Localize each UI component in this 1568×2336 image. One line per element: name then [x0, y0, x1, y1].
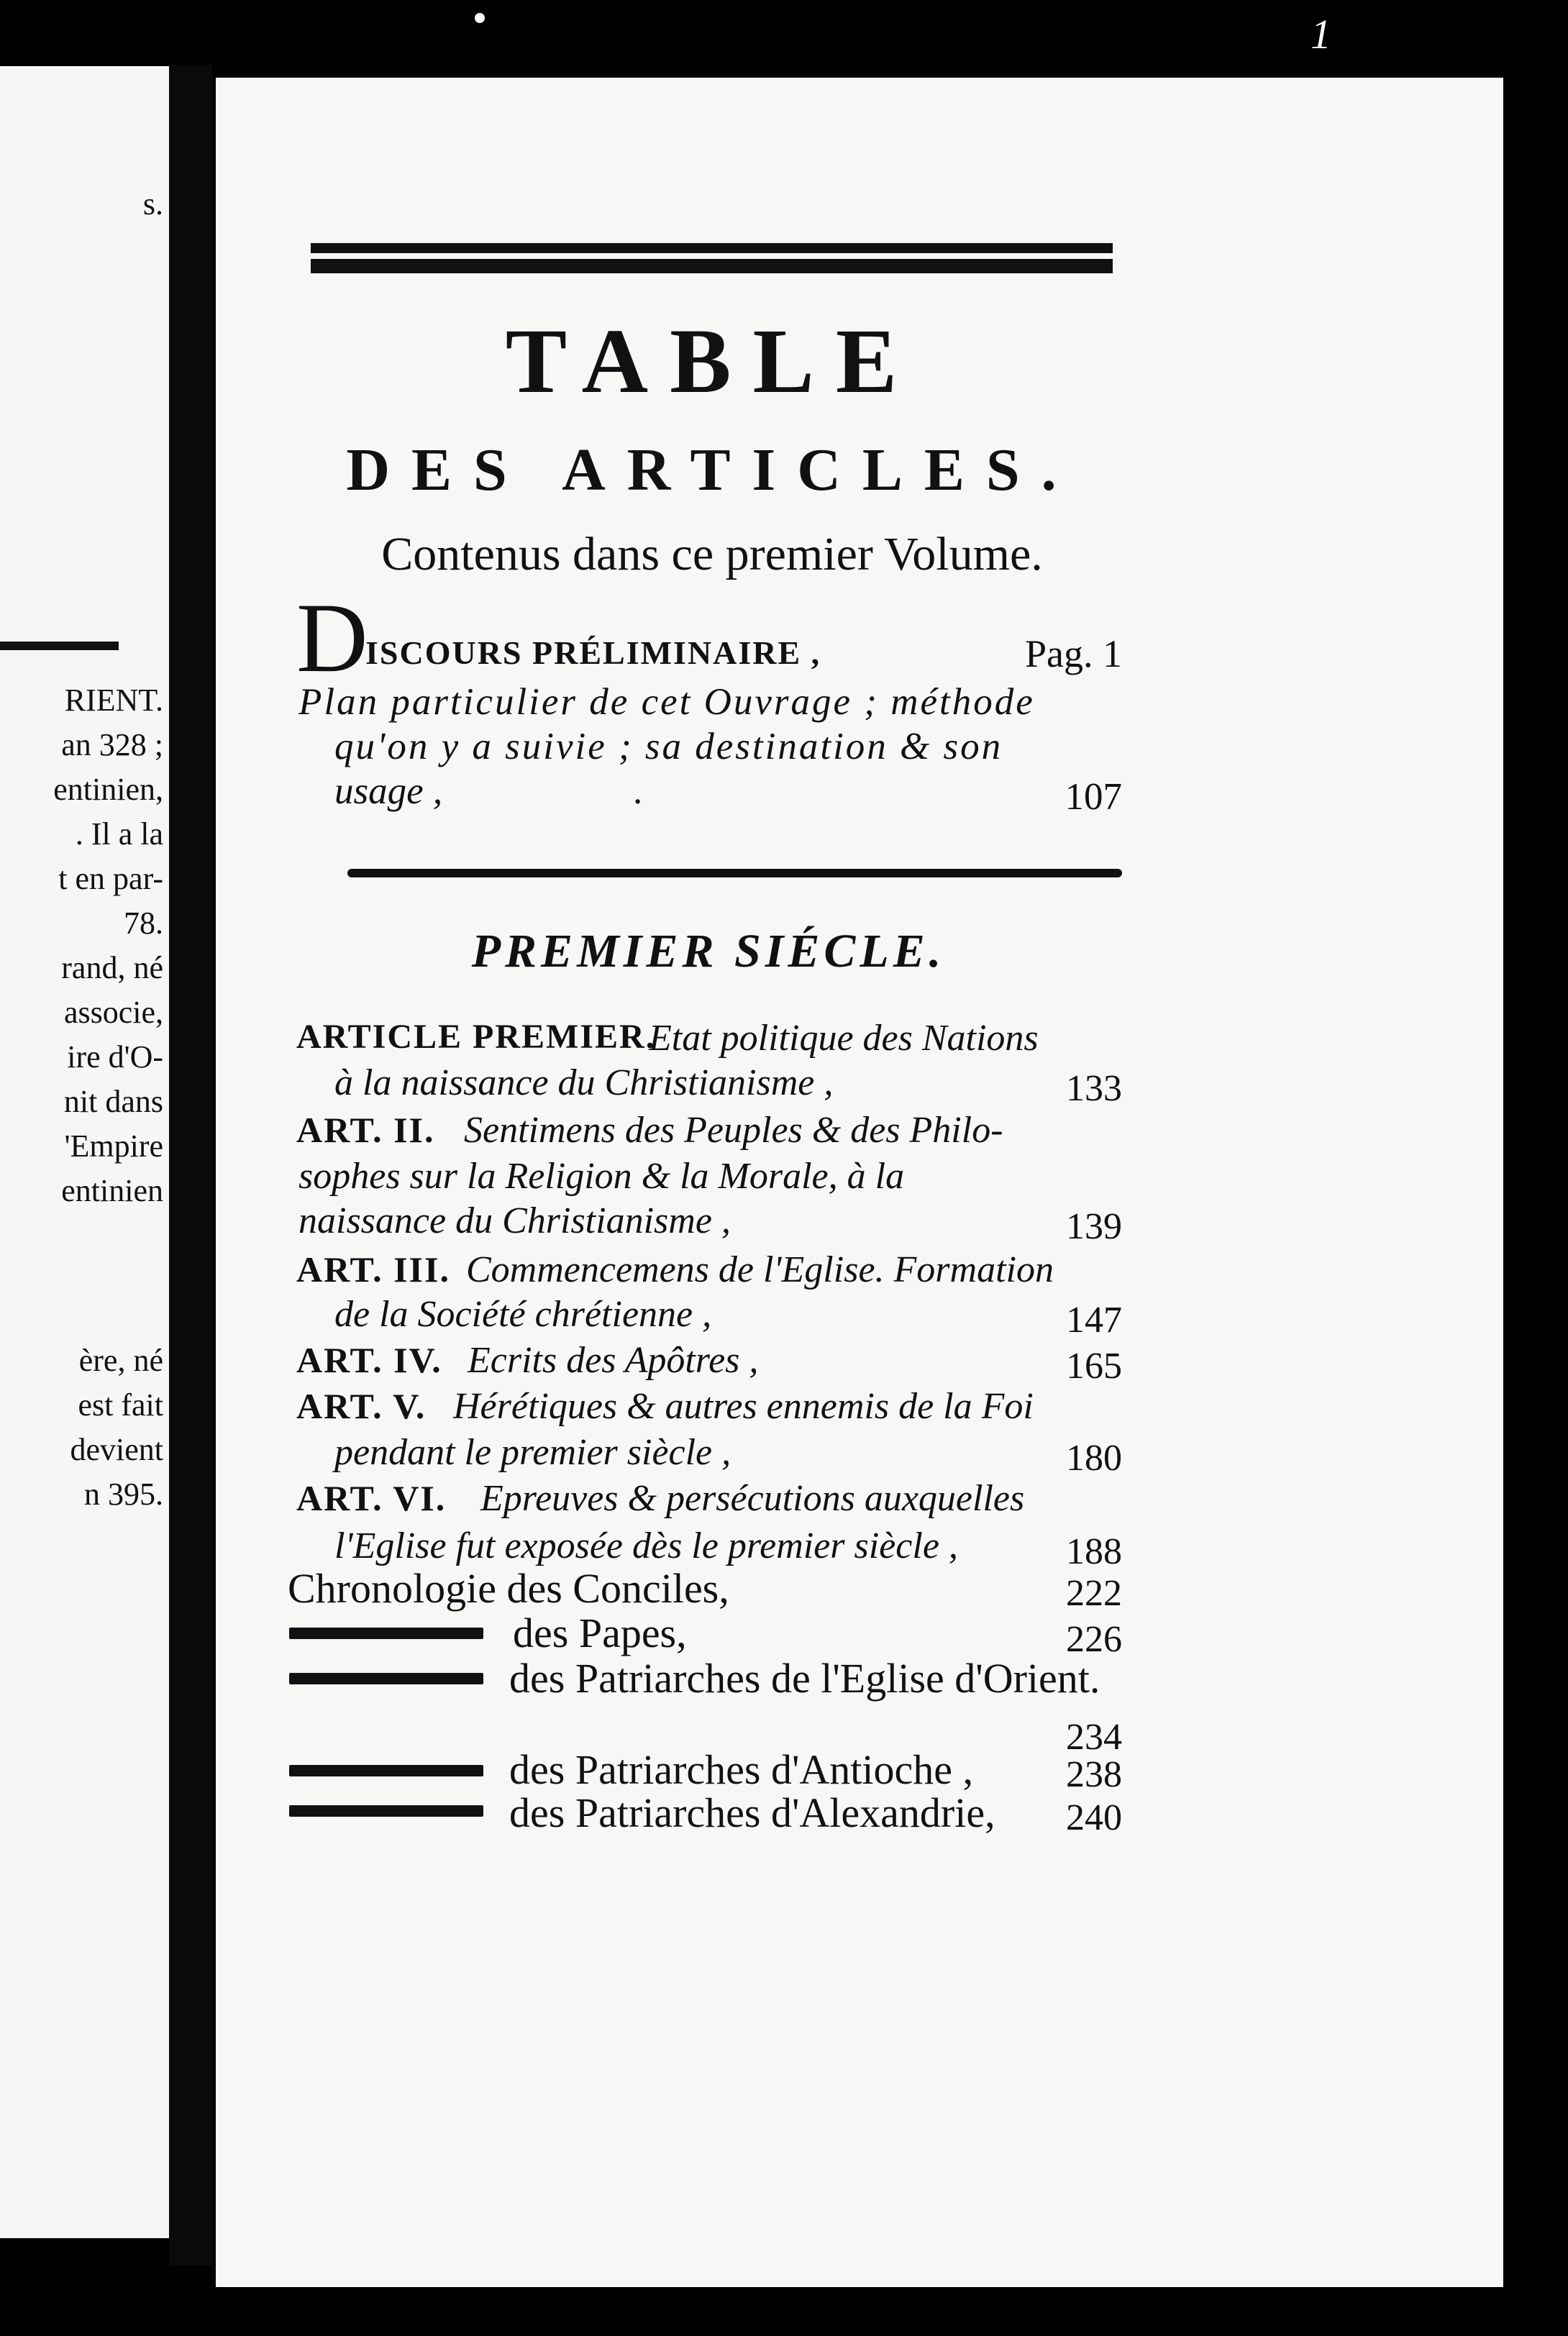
article-page: 133 — [1066, 1068, 1122, 1109]
chronology-entry: Chronologie des Conciles, — [288, 1565, 729, 1612]
chronology-entry: des Patriarches d'Alexandrie, — [509, 1789, 995, 1836]
chronology-page: 238 — [1066, 1754, 1122, 1795]
ditto-rule — [289, 1628, 483, 1639]
left-fragment: est fait — [78, 1387, 163, 1423]
article-text: pendant le premier siècle , — [334, 1432, 731, 1473]
page-title: TABLE — [505, 310, 919, 412]
left-fragment: t en par- — [58, 861, 163, 896]
left-fragment: ire d'O- — [67, 1039, 163, 1075]
plan-line: Plan particulier de cet Ouvrage ; méthode — [298, 681, 1035, 723]
left-fragment: . Il a la — [75, 816, 163, 852]
ditto-rule — [289, 1805, 483, 1817]
chronology-entry: des Patriarches de l'Eglise d'Orient. — [509, 1655, 1100, 1702]
section-divider — [347, 869, 1122, 877]
chronology-page: 226 — [1066, 1619, 1122, 1660]
article-text: Hérétiques & autres ennemis de la Foi — [453, 1386, 1034, 1427]
left-fragment: entinien, — [53, 772, 163, 807]
chronology-page: 234 — [1066, 1717, 1122, 1758]
page-caption: Contenus dans ce premier Volume. — [381, 528, 1043, 580]
article-label: ART. VI. — [296, 1478, 447, 1518]
left-fragment: RIENT. — [64, 683, 163, 718]
plan-line: qu'on y a suivie ; sa destination & son — [334, 726, 1003, 767]
chronology-entry: des Papes, — [513, 1610, 687, 1656]
plan-page: 107 — [1065, 776, 1122, 818]
plan-line: usage , — [334, 770, 443, 812]
article-page: 188 — [1066, 1531, 1122, 1572]
article-text: Etat politique des Nations — [649, 1018, 1039, 1059]
discours-page: Pag. 1 — [1025, 632, 1122, 675]
article-text: Sentimens des Peuples & des Philo- — [464, 1110, 1003, 1151]
left-fragment: s. — [142, 186, 163, 222]
article-text: naissance du Christianisme , — [298, 1200, 731, 1241]
left-fragment: 'Empire — [64, 1128, 163, 1164]
left-fragment: ère, né — [78, 1343, 163, 1378]
article-page: 147 — [1066, 1300, 1122, 1341]
left-fragment: 78. — [124, 905, 163, 941]
chronology-page: 222 — [1066, 1573, 1122, 1614]
discours-label: ISCOURS PRÉLIMINAIRE , — [365, 634, 821, 671]
ornament-rule-bottom — [311, 259, 1113, 273]
article-text: Commencemens de l'Eglise. Formation — [466, 1249, 1054, 1290]
page-subtitle: DES ARTICLES. — [346, 437, 1078, 503]
section-title: PREMIER SIÉCLE. — [471, 925, 946, 977]
article-label: ART. V. — [296, 1386, 427, 1426]
left-rule — [0, 642, 119, 650]
ornament-rule-top — [311, 243, 1113, 253]
speck — [475, 13, 485, 23]
left-fragment: nit dans — [63, 1084, 163, 1119]
article-text: Epreuves & persécutions auxquelles — [480, 1478, 1025, 1519]
chronology-entry: des Patriarches d'Antioche , — [509, 1746, 974, 1793]
article-label: ART. IV. — [296, 1340, 442, 1380]
article-page: 139 — [1066, 1206, 1122, 1247]
drop-cap: D — [296, 583, 368, 693]
left-fragment: rand, né — [61, 950, 163, 985]
ditto-rule — [289, 1673, 483, 1684]
plan-dot: . — [633, 770, 643, 812]
chronology-page: 240 — [1066, 1797, 1122, 1838]
article-label: ART. II. — [296, 1110, 435, 1150]
ditto-rule — [289, 1765, 483, 1776]
article-text: de la Société chrétienne , — [334, 1294, 712, 1335]
article-page: 180 — [1066, 1438, 1122, 1479]
left-fragment: devient — [70, 1432, 163, 1467]
article-text: l'Eglise fut exposée dès le premier siècle , — [334, 1525, 958, 1566]
article-page: 165 — [1066, 1346, 1122, 1387]
left-fragment: an 328 ; — [61, 727, 163, 762]
left-fragment: n 395. — [84, 1477, 163, 1512]
left-fragment: entinien — [61, 1173, 163, 1208]
left-fragment: associe, — [63, 995, 163, 1030]
article-label: ARTICLE PREMIER. — [296, 1018, 656, 1056]
corner-mark: 1 — [1311, 11, 1331, 58]
article-label: ART. III. — [296, 1249, 450, 1290]
article-text: sophes sur la Religion & la Morale, à la — [298, 1156, 905, 1197]
article-text: Ecrits des Apôtres , — [468, 1340, 759, 1381]
article-text: à la naissance du Christianisme , — [334, 1062, 834, 1103]
